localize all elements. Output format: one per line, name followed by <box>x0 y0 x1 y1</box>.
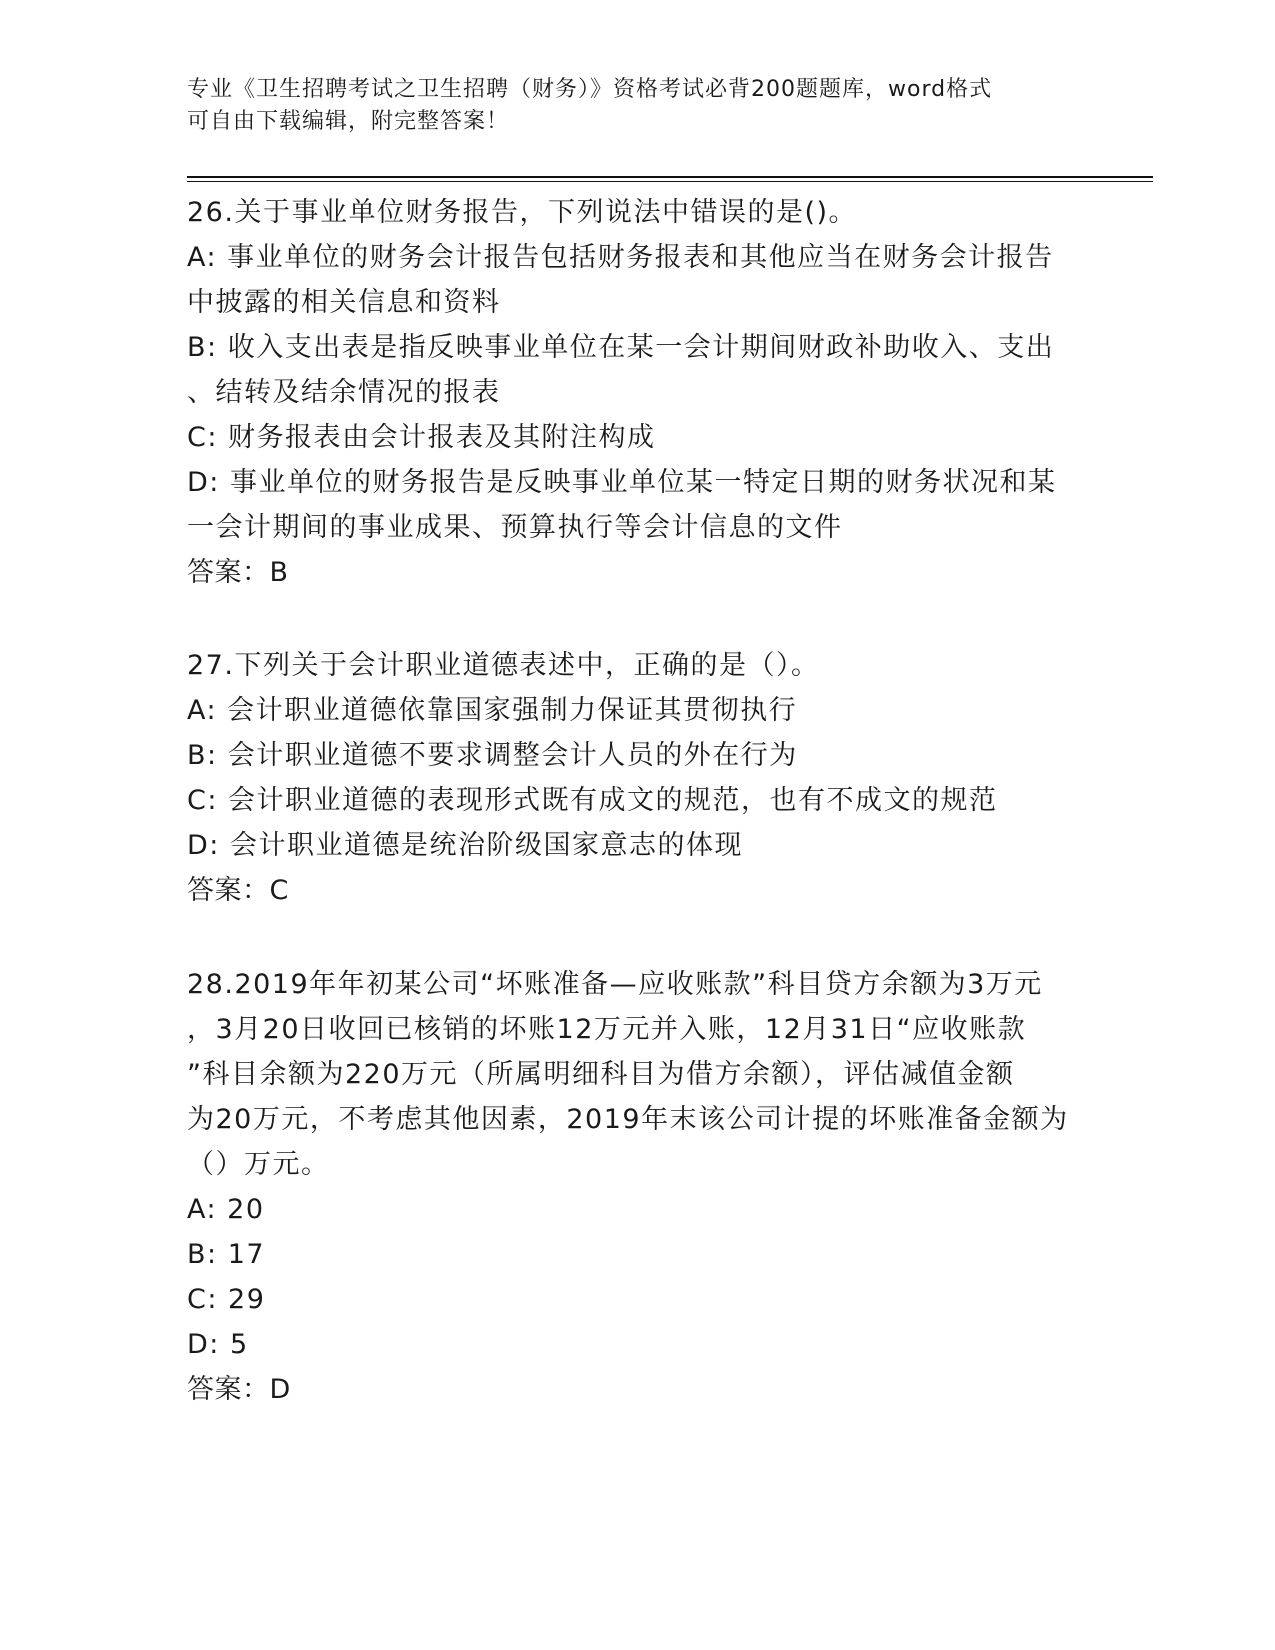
question-27 <box>187 643 1087 913</box>
option-b-line-1: B: 会计职业道德不要求调整会计人员的外在行为 <box>187 740 798 771</box>
answer-line: 答案：C <box>187 875 289 906</box>
document-header <box>187 74 1067 138</box>
question-stem-line: ”科目余额为220万元（所属明细科目为借方余额），评估减值金额 <box>187 1059 1015 1090</box>
question-stem-line: ，3月20日收回已核销的坏账12万元并入账，12月31日“应收账款 <box>187 1014 1027 1045</box>
question-stem-line: （）万元。 <box>187 1149 330 1180</box>
option-a-line-1: A: 20 <box>187 1194 265 1225</box>
answer-line: 答案：D <box>187 1374 291 1405</box>
question-stem-line: 28.2019年年初某公司“坏账准备—应收账款”科目贷方余额为3万元 <box>187 969 1043 1000</box>
option-a-line-2: 中披露的相关信息和资料 <box>187 287 501 318</box>
option-b-line-2: 、结转及结余情况的报表 <box>187 377 501 408</box>
answer-line: 答案：B <box>187 557 289 588</box>
question-28 <box>187 962 1087 1412</box>
header-divider-thick <box>187 176 1153 178</box>
header-line-2: 可自由下载编辑，附完整答案！ <box>187 109 510 134</box>
option-d-line-1: D: 会计职业道德是统治阶级国家意志的体现 <box>187 830 743 861</box>
option-d-line-2: 一会计期间的事业成果、预算执行等会计信息的文件 <box>187 512 843 543</box>
option-d-line-1: D: 事业单位的财务报告是反映事业单位某一特定日期的财务状况和某 <box>187 467 1057 498</box>
option-b-line-1: B: 收入支出表是指反映事业单位在某一会计期间财政补助收入、支出 <box>187 332 1055 363</box>
question-stem-line: 为20万元，不考虑其他因素，2019年末该公司计提的坏账准备金额为 <box>187 1104 1069 1135</box>
option-a-line-1: A: 事业单位的财务会计报告包括财务报表和其他应当在财务会计报告 <box>187 242 1054 273</box>
question-26 <box>187 190 1087 595</box>
option-a-line-1: A: 会计职业道德依靠国家强制力保证其贯彻执行 <box>187 695 798 726</box>
option-c-line-1: C: 会计职业道德的表现形式既有成文的规范，也有不成文的规范 <box>187 785 998 816</box>
option-b-line-1: B: 17 <box>187 1239 266 1270</box>
header-divider-thin <box>187 181 1153 182</box>
question-stem-line: 27.下列关于会计职业道德表述中，正确的是（）。 <box>187 650 820 681</box>
question-stem-line: 26.关于事业单位财务报告，下列说法中错误的是()。 <box>187 197 858 228</box>
option-c-line-1: C: 29 <box>187 1284 266 1315</box>
header-line-1: 专业《卫生招聘考试之卫生招聘（财务）》资格考试必背200题题库，word格式 <box>187 77 993 102</box>
option-d-line-1: D: 5 <box>187 1329 249 1360</box>
option-c-line-1: C: 财务报表由会计报表及其附注构成 <box>187 422 656 453</box>
